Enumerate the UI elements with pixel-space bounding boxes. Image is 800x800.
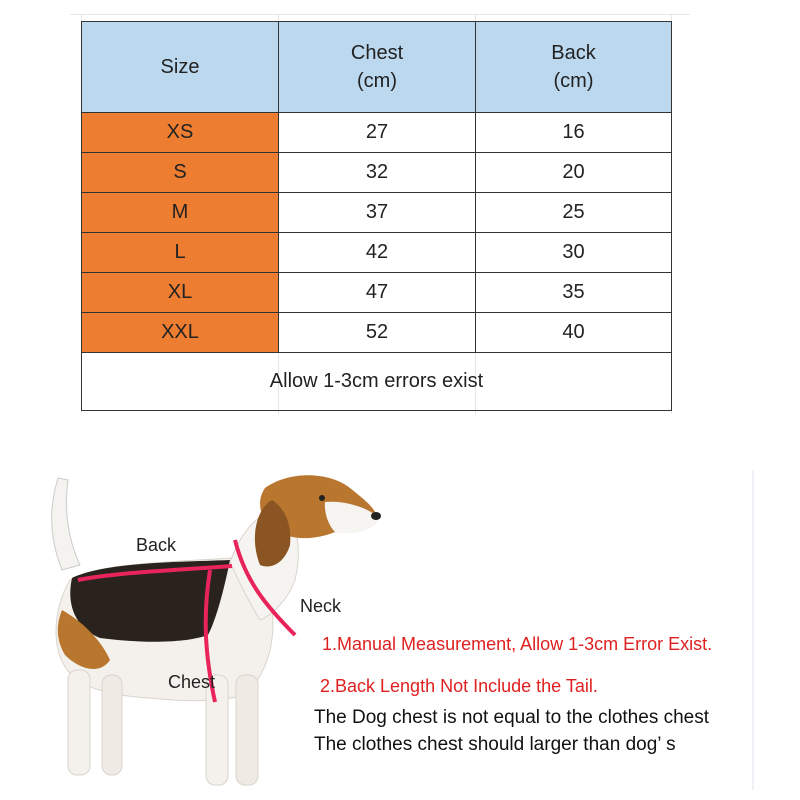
dog-leg: [236, 675, 258, 785]
size-cell: XXL: [82, 313, 279, 353]
size-cell: S: [82, 153, 279, 193]
chest-cell: 52: [279, 313, 476, 353]
dog-leg: [68, 670, 90, 775]
size-chart-table: [81, 21, 672, 411]
back-cell: 40: [476, 313, 672, 353]
back-cell: 35: [476, 273, 672, 313]
size-cell: XS: [82, 113, 279, 153]
back-cell: 30: [476, 233, 672, 273]
size-cell: L: [82, 233, 279, 273]
measurement-guide: [0, 430, 800, 800]
header-chest: Chest (cm): [279, 22, 476, 113]
size-cell: XL: [82, 273, 279, 313]
chest-cell: 42: [279, 233, 476, 273]
dog-leg: [102, 675, 122, 775]
neck-label: Neck: [300, 596, 342, 616]
note-manual-measurement: 1.Manual Measurement, Allow 1-3cm Error Exist.: [322, 634, 713, 654]
note-chest-larger: The clothes chest should larger than dog’ s: [314, 734, 676, 755]
error-note: Allow 1-3cm errors exist: [82, 353, 672, 411]
chest-label: Chest: [168, 672, 216, 692]
header-size: Size: [82, 22, 279, 113]
back-label: Back: [136, 535, 177, 555]
header-back: Back (cm): [476, 22, 672, 113]
faint-grid-line: [70, 14, 690, 15]
table-row: [82, 233, 672, 273]
chest-cell: 32: [279, 153, 476, 193]
chest-cell: 47: [279, 273, 476, 313]
table-row: [82, 113, 672, 153]
chest-cell: 37: [279, 193, 476, 233]
table-header-row: [82, 22, 672, 113]
note-back-length: 2.Back Length Not Include the Tail.: [320, 676, 598, 696]
dog-nose: [371, 512, 381, 520]
divider: [752, 470, 754, 790]
table-row: [82, 153, 672, 193]
dog-tail: [52, 478, 80, 570]
size-cell: M: [82, 193, 279, 233]
chest-cell: 27: [279, 113, 476, 153]
table-row: [82, 273, 672, 313]
dog-eye: [319, 495, 325, 501]
note-chest-not-equal: The Dog chest is not equal to the clothes chest: [314, 707, 710, 728]
back-cell: 16: [476, 113, 672, 153]
back-cell: 25: [476, 193, 672, 233]
table-row: [82, 193, 672, 233]
back-cell: 20: [476, 153, 672, 193]
table-footer-row: [82, 353, 672, 411]
table-row: [82, 313, 672, 353]
